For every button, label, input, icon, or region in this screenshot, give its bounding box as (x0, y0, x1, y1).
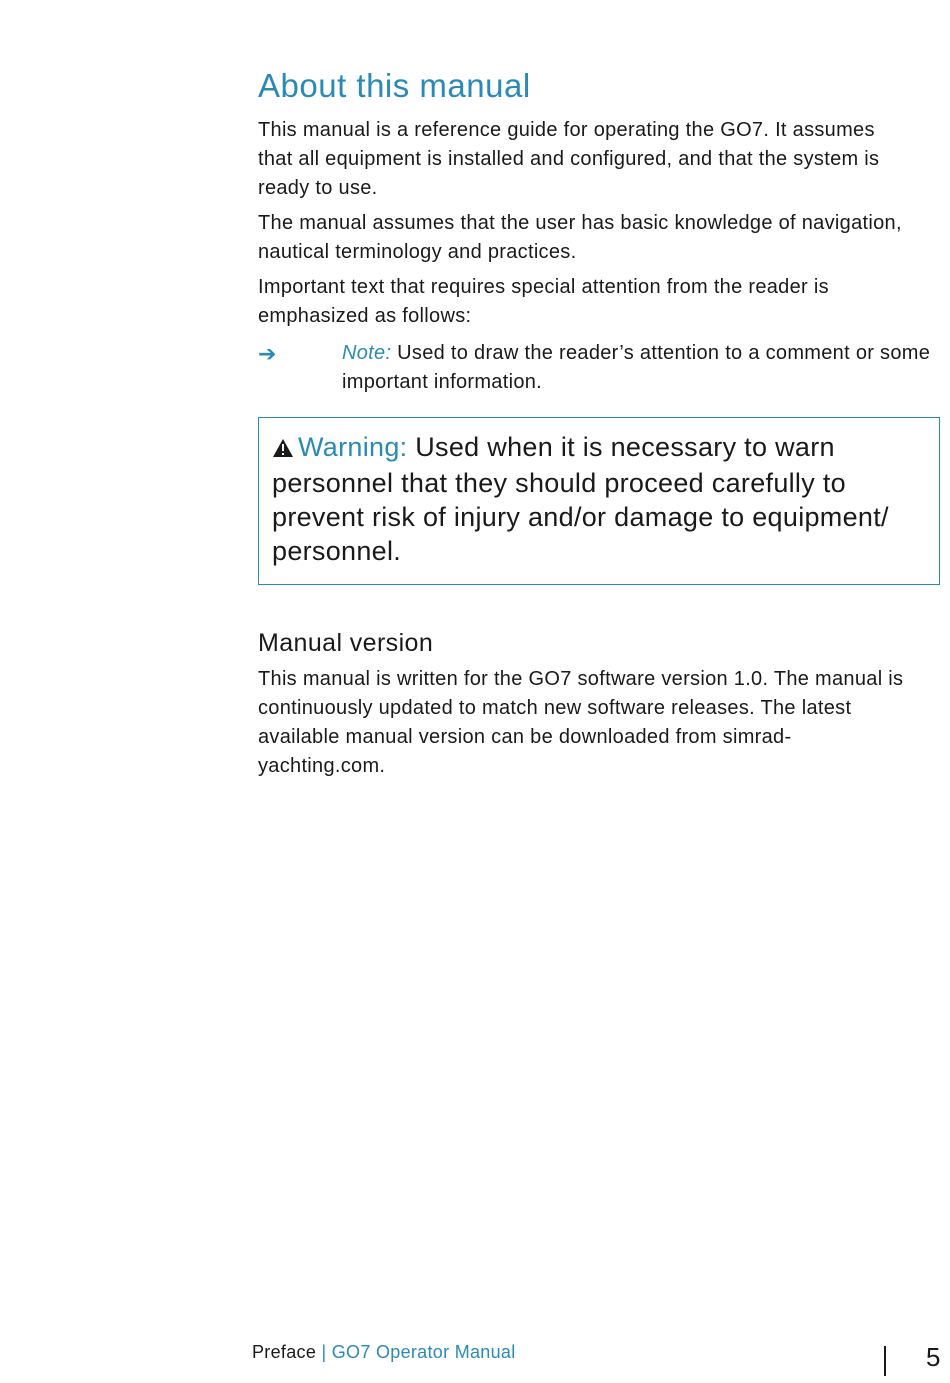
footer-section: Preface (252, 1342, 317, 1362)
warning-triangle-icon (272, 432, 294, 466)
warning-body (272, 430, 927, 568)
footer-divider (884, 1346, 886, 1376)
about-paragraph-2: The manual assumes that the user has basic knowledge of navigation, nautical terminology and practices. (258, 212, 902, 263)
about-title: About this manual (258, 67, 531, 104)
manual-version-title: Manual version (258, 629, 434, 657)
note-callout (258, 339, 940, 397)
footer-running-title (252, 1342, 516, 1363)
note-body (342, 339, 932, 397)
about-paragraph-1: This manual is a reference guide for operating the GO7. It assumes that all equipment is installed and configured, and that the system is ready to use. (258, 119, 880, 199)
footer-manual-title: GO7 Operator Manual (331, 1342, 516, 1362)
footer-separator: | (321, 1342, 327, 1362)
arrow-right-icon: ➔ (258, 341, 277, 366)
page-number: 5 (926, 1342, 941, 1372)
about-paragraph-3: Important text that requires special attention from the reader is emphasized as follows: (258, 276, 829, 327)
note-text: Used to draw the reader’s attention to a comment or some important information. (342, 342, 931, 393)
warning-callout (258, 417, 940, 585)
manual-version-text: This manual is written for the GO7 software version 1.0. The manual is continuously updated to match new software releases. The latest available manual version can be downloaded from simrad-yachting.com. (258, 668, 904, 777)
main-content (258, 66, 940, 787)
warning-label: Warning: (298, 432, 408, 462)
warning-text: Used when it is necessary to warn personnel that they should proceed carefully to prevent risk of injury and/or damage to equipment/ personnel. (272, 432, 889, 566)
note-label: Note: (342, 342, 392, 364)
